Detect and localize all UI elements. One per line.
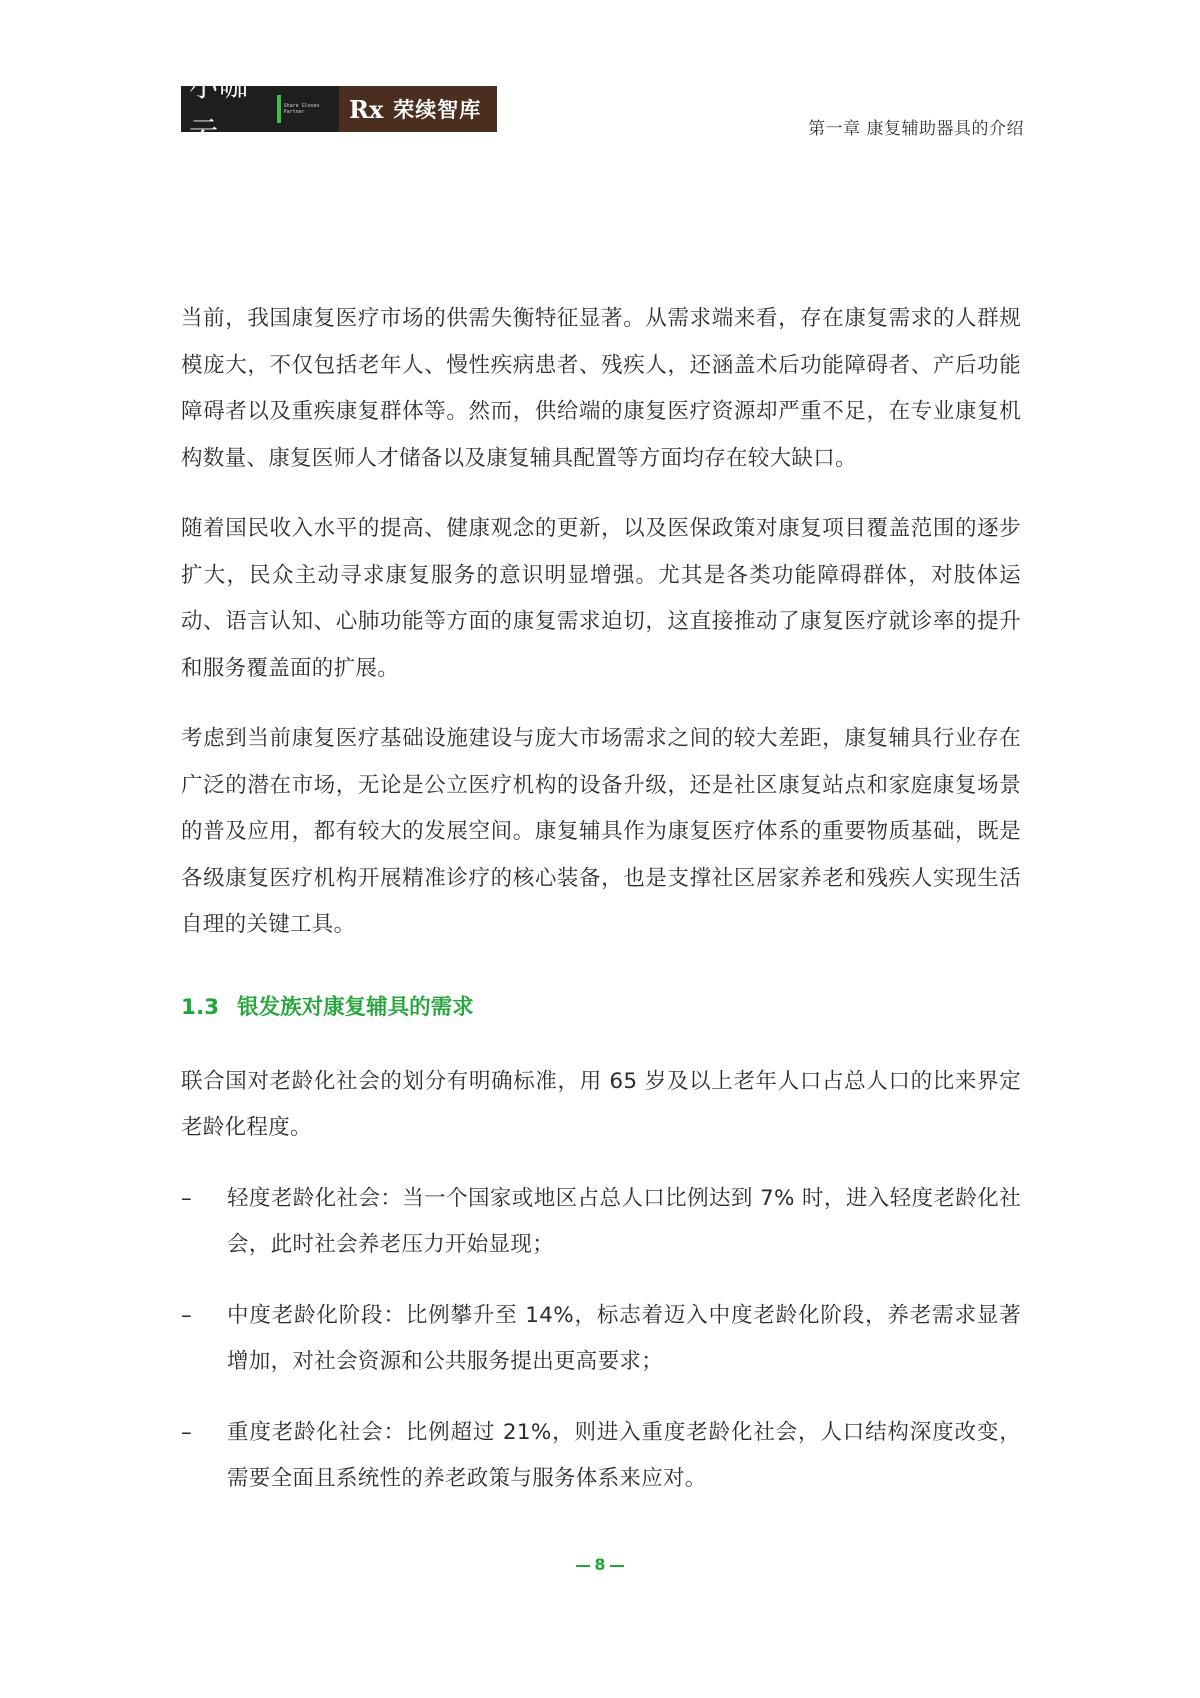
logo (181, 69, 497, 149)
paragraph: 考虑到当前康复医疗基础设施建设与庞大市场需求之间的较大差距，康复辅具行业存在广泛的潜在市场，无论是公立医疗机构的设备升级，还是社区康复站点和家庭康复场景的普及应用，都有较大的发展空间。康复辅具作为康复医疗体系的重要物质基础，既是各级康复医疗机构开展精准诊疗的核心装备，也是支撑社区居家养老和残疾人实现生活自理的关键工具。 (181, 726, 1021, 937)
footer-line-left (576, 1565, 590, 1567)
list-dash: – (181, 1185, 193, 1211)
list-item-text: 重度老龄化社会：比例超过 21%，则进入重度老龄化社会，人口结构深度改变，需要全面且系统性的养老政策与服务体系来应对。 (227, 1419, 1021, 1491)
page-number: 8 (594, 1555, 606, 1574)
logo-xiaokayun (181, 69, 339, 149)
rx-icon: Rx (349, 94, 384, 124)
logo-bar (277, 95, 281, 123)
page-content (181, 296, 1021, 1527)
list-dash: – (181, 1302, 193, 1328)
logo-left-tagline: Share Gloves Partner (283, 103, 320, 115)
section-heading (181, 985, 1021, 1031)
logo-right-text: 荣续智库 (393, 98, 482, 122)
section-title: 银发族对康复辅具的需求 (237, 994, 474, 1020)
logo-rongxu (339, 86, 497, 132)
list-item (181, 1410, 1021, 1503)
list-item-text: 轻度老龄化社会：当一个国家或地区占总人口比例达到 7% 时，进入轻度老龄化社会，此时社会养老压力开始显现； (227, 1185, 1021, 1257)
footer-line-right (610, 1565, 624, 1567)
paragraph: 当前，我国康复医疗市场的供需失衡特征显著。从需求端来看，存在康复需求的人群规模庞大，不仅包括老年人、慢性疾病患者、残疾人，还涵盖术后功能障碍者、产后功能障碍者以及重疾康复群体等。然而，供给端的康复医疗资源却严重不足，在专业康复机构数量、康复医师人才储备以及康复辅具配置等方面均存在较大缺口。 (181, 306, 1021, 471)
list-item (181, 1293, 1021, 1386)
logo-left-text: 小咖云 (189, 69, 250, 149)
page-footer (0, 1555, 1200, 1574)
list-item-text: 中度老龄化阶段：比例攀升至 14%，标志着迈入中度老龄化阶段，养老需求显著增加，对社会资源和公共服务提出更高要求； (227, 1302, 1021, 1374)
section-intro: 联合国对老龄化社会的划分有明确标准，用 65 岁及以上老年人口占总人口的比来界定老龄化程度。 (181, 1068, 1021, 1140)
list-item (181, 1176, 1021, 1269)
list-dash: – (181, 1419, 193, 1445)
aging-levels-list (181, 1176, 1021, 1503)
section-number: 1.3 (181, 994, 220, 1020)
paragraph: 随着国民收入水平的提高、健康观念的更新，以及医保政策对康复项目覆盖范围的逐步扩大，民众主动寻求康复服务的意识明显增强。尤其是各类功能障碍群体，对肢体运动、语言认知、心肺功能等方面的康复需求迫切，这直接推动了康复医疗就诊率的提升和服务覆盖面的扩展。 (181, 516, 1021, 681)
chapter-title: 第一章 康复辅助器具的介绍 (808, 119, 1024, 139)
